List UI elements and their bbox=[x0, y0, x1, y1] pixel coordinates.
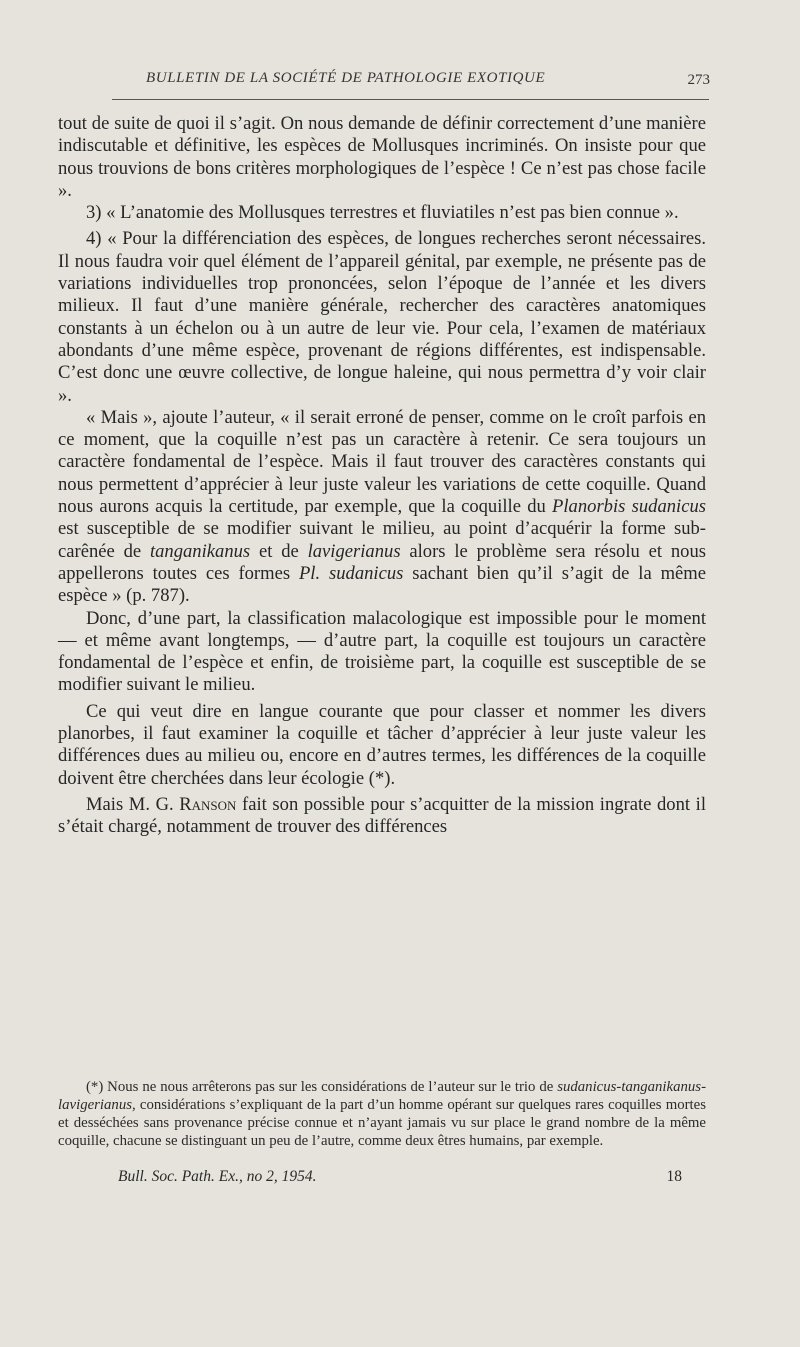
paragraph-4 bbox=[58, 407, 706, 608]
journal-citation: Bull. Soc. Path. Ex., no 2, 1954. bbox=[118, 1168, 317, 1185]
body-text bbox=[58, 113, 706, 839]
species-pl-sudanicus: Pl. sudanicus bbox=[298, 562, 404, 584]
paragraph-4-text-a: « Mais », ajoute l’auteur, « il serait erroné de penser, comme on le croît parfois en ce moment, que la coquille n’est pas un caractère à retenir. Ce sera toujours un caractère fondamental de l’espèce. Mais il faut trouver des caractères constants qui nous permettent d’apprécier à leur juste valeur les variations de cette coquille. Quand nous aurons acquis la certitude, par exemple, que la coquille du bbox=[58, 406, 706, 518]
footnote-text bbox=[58, 1078, 706, 1150]
footnote-text-b: , considérations s’expliquant de la part d’un homme opérant sur quelques rares coquilles mortes et desséchées sans provenance précise connue et n’ayant jamais vu sur place le grand nombre de la même coquille, chacune se distinguant un peu de l’autre, comme deux êtres humains, par exemple. bbox=[58, 1097, 706, 1150]
signature-mark: 18 bbox=[666, 1168, 682, 1185]
species-planorbis: Planorbis sudanicus bbox=[552, 496, 706, 518]
author-name: Ranson bbox=[179, 793, 237, 815]
footnote-species: sudanicus-tanganikanus-lavigerianus bbox=[58, 1079, 706, 1114]
paragraph-2: 3) « L’anatomie des Mollusques terrestres et fluviatiles n’est pas bien connue ». bbox=[86, 202, 679, 224]
page-number: 273 bbox=[687, 72, 710, 88]
paragraph-6: Ce qui veut dire en langue courante que pour classer et nommer les divers planorbes, il faut examiner la coquille et tâcher d’apprécier à leur juste valeur les différences dues au milieu ou, encore en d’autres termes, les différences de la coquille doivent être cherchées dans leur écologie (*). bbox=[58, 700, 706, 789]
running-head: BULLETIN DE LA SOCIÉTÉ DE PATHOLOGIE EXOTIQUE bbox=[146, 70, 546, 86]
page-footer bbox=[118, 1168, 708, 1190]
paragraph-4-text-c: et de bbox=[250, 540, 308, 562]
species-tanganikanus: tanganikanus bbox=[149, 540, 251, 562]
paragraph-4-text-e: sachant bien qu’il s’agit de la même espèce » (p. 787). bbox=[58, 562, 707, 607]
paragraph-4-text-b: est susceptible de se modifier suivant le milieu, au point d’acquérir la forme sub-carênée de bbox=[58, 518, 706, 562]
paragraph-5: Donc, d’une part, la classification malacologique est impossible pour le moment — et même avant longtemps, — d’autre part, la coquille est toujours un caractère fondamental de l’espèce et enfin, de troisième part, la coquille est susceptible de se modifier suivant le milieu. bbox=[58, 607, 706, 696]
header-rule bbox=[112, 99, 709, 100]
paragraph-1: tout de suite de quoi il s’agit. On nous demande de définir correctement d’une manière indiscutable et définitive, les espèces de Mollusques incriminés. On insiste pour que nous trouvions de bons critères morphologiques de l’espèce ! Ce n’est pas chose facile ». bbox=[58, 113, 706, 201]
paragraph-7-text-a: Mais M. G. bbox=[86, 793, 180, 815]
paragraph-4-text-d: alors le problème sera résolu et nous appellerons toutes ces formes bbox=[58, 540, 706, 584]
page-header bbox=[110, 70, 710, 96]
footnote bbox=[58, 1078, 706, 1150]
paragraph-7-text-b: fait son possible pour s’acquitter de la mission ingrate dont il s’était chargé, notamment de trouver des différences bbox=[58, 793, 706, 838]
paragraph-3: 4) « Pour la différenciation des espèces, de longues recherches seront nécessaires. Il nous faudra voir quel élément de l’appareil génital, par exemple, ne présente pas de variations individuelles trop prononcées, selon l’époque de l’année et les divers milieux. Il faut d’une manière générale, rechercher des caractères anatomiques constants à un échelon ou à un autre de leur vie. Pour cela, l’examen de matériaux abondants d’une même espèce, provenant de régions différentes, est indispensable. C’est donc une œuvre collective, de longue haleine, qui nous permettra d’y voir clair ». bbox=[58, 228, 706, 406]
footnote-text-a: (*) Nous ne nous arrêterons pas sur les considérations de l’auteur sur le trio de bbox=[86, 1079, 558, 1095]
species-lavigerianus: lavigerianus bbox=[307, 540, 401, 562]
paragraph-7 bbox=[58, 794, 706, 839]
